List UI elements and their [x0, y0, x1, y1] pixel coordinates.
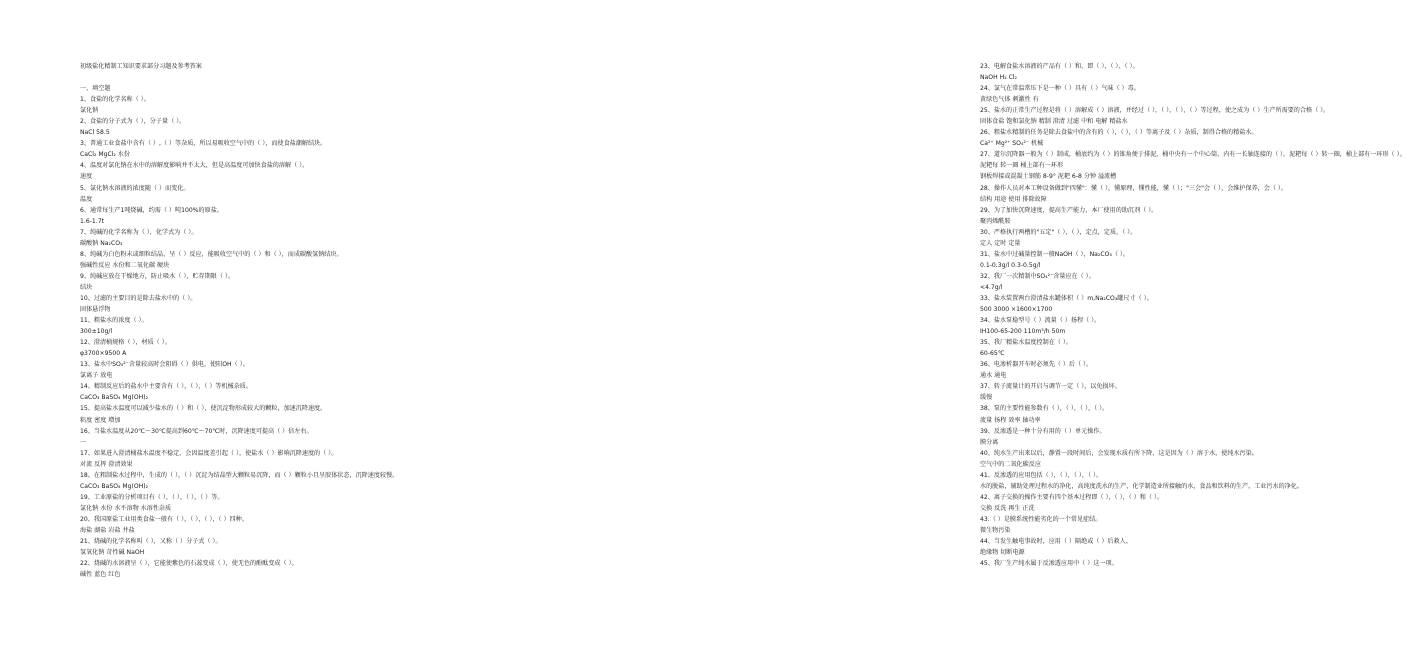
- question-line: 300±10g/l: [80, 328, 113, 336]
- question-line: 强碱性反应 水份和二氧化碳 硬块: [80, 261, 170, 269]
- question-line: 22、烧碱的水溶液呈（ ），它能使紫色的石蕊变成（ ），使无色的酚酞变成（ ）。: [80, 560, 298, 568]
- question-line: 30、严格执行两槽的"五定"（ ），（ ），定点，定质，（ ）。: [980, 228, 1137, 236]
- question-line: φ3700×9500 A: [80, 350, 127, 358]
- question-line: 钢板焊接或混凝土钢筋 8-9° 泥耙 6-8 分钟 溢流槽: [980, 173, 1117, 181]
- question-line: CaCO₃ BaSO₄ Mg(OH)₂: [80, 394, 149, 402]
- question-line: [80, 72, 460, 83]
- question-line: 流量 扬程 效率 轴功率: [980, 416, 1041, 424]
- question-line: 40、纯水生产出来以后，静置一段时间后，会发现水质有所下降，这是因为（ ）溶于水，使纯水污染。: [980, 449, 1258, 457]
- question-line: 17、如果进入澄清桶盐水温度不稳定，会因温度差引起（ ），使盐水（ ）影响沉降速度的（ ）。: [80, 449, 338, 457]
- left-page: [0, 0, 475, 672]
- question-line: 碳酸钠 Na₂CO₃: [80, 239, 123, 247]
- question-line: 1、食盐的化学名称（ ）。: [80, 96, 150, 104]
- question-line: 通水 通电: [980, 372, 1007, 380]
- question-line: 3、普通工业食盐中含有（ ）,（ ）等杂质，所以易吸收空气中的（ ），而使食盐潮解结块。: [80, 140, 327, 148]
- question-line: 9、纯碱应放在干燥地方，防止吸水（ ），贮存期限（ ）。: [80, 272, 234, 280]
- question-line: 60-65℃: [980, 350, 1005, 358]
- question-line: 19、工业原盐的分析项目有（ ），（ ），（ ），（ ）等。: [80, 493, 224, 501]
- question-line: 0.1-0.3g/l 0.3-0.5g/l: [980, 261, 1041, 269]
- question-line: 6、通常每生产1吨烧碱，约需（ ）吨100%的原盐。: [80, 206, 223, 214]
- question-line: 空气中的二氧化碳反应: [980, 460, 1041, 468]
- question-line: 粘度 密度 增加: [80, 416, 121, 424]
- question-line: 28、操作人员对本工种设备做到"四懂"：懂（ ），懂原理，懂性能，懂（ ）；"三会"会（ ），会维护保养，会（ ）。: [980, 184, 1288, 192]
- question-line: 交换 反洗 再生 正洗: [980, 504, 1035, 512]
- question-line: Ca²⁺ Mg²⁺ SO₄²⁻ 机械: [980, 140, 1044, 148]
- question-line: 13、盐水中SO₄²⁻含量较高时会阻碍（ ）供电，使阳OH（ ）。: [80, 361, 249, 369]
- question-line: 20、我国原盐工业用类食盐一般有（ ），（ ），（ ），（ ）四种。: [80, 515, 248, 523]
- question-line: 12、澄清桶规格（ ），材质（ ）。: [80, 339, 171, 347]
- question-line: 45、我厂生产纯水属于反渗透应用中（ ）这一项。: [980, 560, 1118, 568]
- question-line: 39、反渗透是一种十分有用的（ ）单元操作。: [980, 427, 1106, 435]
- question-line: 10、过滤的主要目的是除去盐水中的（ ）。: [80, 294, 197, 302]
- question-line: 15、提高盐水温度可以减少盐水的（ ）和（ ），使沉淀物形成较大的颗粒，加速沉降速度。: [80, 405, 327, 413]
- question-line: 膜分离: [980, 438, 999, 446]
- question-line: 一: [80, 438, 87, 446]
- question-line: 固体悬浮物: [80, 306, 111, 314]
- right-question-column: [980, 61, 1410, 569]
- question-line: 氯化钠: [80, 107, 99, 115]
- question-line: CaCO₃ BaSO₄ Mg(OH)₂: [80, 482, 149, 490]
- question-line: 33、盐水装置两台澄清盐水罐体积（ ）m,Na₂CO₃罐尺寸（ ）。: [980, 294, 1153, 302]
- question-line: 2、食盐的分子式为（ ），分子量（ ）。: [80, 118, 186, 126]
- document-title: 初级盐化精制工知识要求部分习题及参考答案: [80, 63, 202, 70]
- question-line: 14、精制反应后的盐水中主要含有（ ），（ ），（ ）等机械杂质。: [80, 383, 252, 391]
- question-line: 21、烧碱的化学名称叫（ ），又称（ ）分子式（ ）。: [80, 538, 222, 546]
- question-line: 绝缘物 切断电源: [980, 549, 1025, 557]
- question-line: 5、氯化钠水溶液的浓度随（ ）而变化。: [80, 184, 190, 192]
- question-line: 结块: [80, 283, 93, 291]
- question-line: 7、纯碱的化学名称为（ ），化学式为（ ）。: [80, 228, 198, 236]
- left-question-column: [80, 61, 460, 580]
- question-line: 27、道尔沉降器一般为（ ）制成，桶底约为（ ）的锥角便于排泥，桶中央有一个中心筒，内有一长轴连接的（ ），泥耙每（ ）转一圈，桶上部有一环形（ ）。: [980, 151, 1406, 159]
- question-line: 16、当盐水温度从20℃～30℃提高到60℃～70℃时，沉降速度可提高（ ）倍左右。: [80, 427, 313, 435]
- question-line: <4.7g/l: [980, 283, 1003, 291]
- question-line: 34、盐水泵稳型号（ ）流量（ ）扬程（ ）。: [980, 317, 1101, 325]
- question-line: 结构 用途 使用 排除故障: [980, 195, 1047, 203]
- question-line: 42、离子交换的操作主要有四个基本过程即（ ），（ ），（ ）和（ ）。: [980, 493, 1164, 501]
- question-line: 38、泵的主要性能参数有（ ），（ ），（ ），（ ）。: [980, 405, 1109, 413]
- question-line: 固体食盐 饱和氯化钠 精制 澄清 过滤 中和 电解 精盐水: [980, 118, 1128, 126]
- question-line: 31、盐水中过碱量控制一般NaOH（ ），Na₂CO₃（ ）。: [980, 250, 1130, 258]
- question-line: 18、在粗制盐水过程中，生成的（ ），（ ）沉淀为结晶型大颗粒易沉降，而（ ）颗粒小且呈胶体状态，沉降速度较慢。: [80, 471, 399, 479]
- question-line: 29、为了加快沉降速度，提高生产能力，本厂使用的助沉剂（ ）。: [980, 206, 1158, 214]
- question-line: 4、温度对氯化钠在水中的溶解度影响并不太大，但是高温度可加快食盐的溶解（ ）。: [80, 162, 309, 170]
- question-line: 1.6-1.7t: [80, 217, 104, 225]
- question-line: 一、填空题: [80, 85, 111, 93]
- question-line: 37、转子流量计的开启与调节一定（ ），以免损坏。: [980, 383, 1121, 391]
- question-line: 温度: [80, 195, 93, 203]
- question-line: IH100-65-200 110m³/h 50m: [980, 328, 1066, 336]
- question-line: 水的脱盐，辅助处理过程水的净化，高纯度洗水的生产，化学制造业所接触的水，食品和饮料的生产，工业污水的净化。: [980, 482, 1303, 490]
- question-line: 26、粗盐水精制的任务是除去食盐中的含有的（ ），（ ），（ ）等离子及（ ）杂质，制得合格的精盐水。: [980, 129, 1258, 137]
- right-page: [475, 0, 1406, 672]
- question-line: 氯化钠 水份 水不溶物 水溶性杂质: [80, 504, 172, 512]
- question-line: 黄绿色气体 刺激性 有: [980, 96, 1039, 104]
- question-line: 36、电渗析器开车时必须先（ ）后（ ）。: [980, 361, 1093, 369]
- question-line: 海盐 湖盐 岩盐 井盐: [80, 526, 135, 534]
- question-line: 32、我厂一次精制中SO₄²⁻含量应在（ ）。: [980, 272, 1095, 280]
- question-line: 8、纯碱为白色粉末或细粒结晶，呈（ ）反应，能吸收空气中的（ ）和（ ），而成碳酸氢钠结块。: [80, 250, 343, 258]
- question-line: 碱性 蓝色 红色: [80, 571, 121, 579]
- question-line: 11、粗盐水的浓度（ ）。: [80, 317, 148, 325]
- question-line: 缓慢: [980, 394, 993, 402]
- question-line: 35、我厂精盐水温度控制在（ ）。: [980, 339, 1072, 347]
- question-line: 500 3000 ×1600×1700: [980, 306, 1053, 314]
- question-line: 氢氧化钠 苛性碱 NaOH: [80, 549, 145, 557]
- question-line: 泥耙每 转一圈 桶上部有一环形: [980, 162, 1064, 170]
- question-line: 25、盐水的正常生产过程是将（ ）溶解成（ ）溶液，并经过（ ），（ ），（ ），（ ）等过程，使之成为（ ）生产所需要的合格（ ）。: [980, 107, 1330, 115]
- question-line: NaCl 58.5: [80, 129, 110, 137]
- question-line: 44、当发生触电事故时，应用（ ）隔绝或（ ）后救人。: [980, 538, 1132, 546]
- question-line: NaOH H₂ Cl₂: [980, 74, 1017, 82]
- question-line: 氯离子 放电: [80, 372, 113, 380]
- question-line: 对流 反挥 澄清效果: [80, 460, 133, 468]
- question-line: CaCl₂ MgCl₂ 水份: [80, 151, 130, 159]
- question-line: 速度: [80, 173, 93, 181]
- question-line: 43.（ ）是膜系统性能劣化的一个常见症结。: [980, 515, 1102, 523]
- question-line: 41、反渗透的应用包括（ ），（ ），（ ），（ ）。: [980, 471, 1103, 479]
- question-line: 23、电解食盐水溶液的产品有（ ）和，即（ ）、（ ）、（ ）。: [980, 63, 1139, 70]
- question-line: 定人 定时 定量: [980, 239, 1021, 247]
- question-line: 微生物污染: [980, 526, 1011, 534]
- question-line: 聚丙烯酰胺: [980, 217, 1011, 225]
- question-line: 24、氯气在常温常压下是一种（ ）具有（ ）气味（ ）毒。: [980, 85, 1140, 93]
